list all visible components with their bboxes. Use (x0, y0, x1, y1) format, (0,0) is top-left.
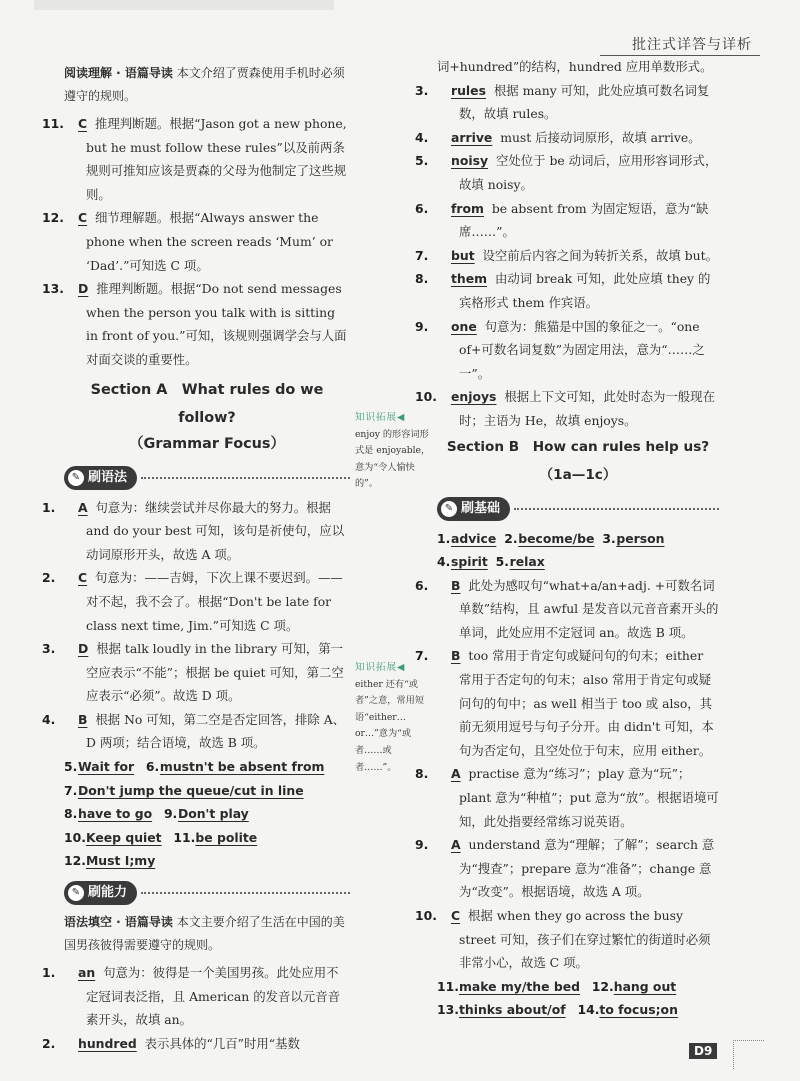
badge-basic (437, 495, 719, 523)
answer-item: 2. C 句意为：——吉姆，下次上课不要迟到。——对不起，我不会了。根据“Don't be late for class next time, Jim.”可知选 C 项。 (42, 570, 343, 633)
note-text: either 还有“或者”之意，常用短语“either… or…”意为“或者……或者……”。 (355, 678, 425, 773)
answer-row: 13.thinks about/of 14.to focus;on (437, 1002, 678, 1018)
page-number: D9 (689, 1043, 717, 1059)
answer-item: 4. arrive must 后接动词原形，故填 arrive。 (415, 129, 701, 145)
left-column (42, 62, 350, 1055)
fill-answers (64, 755, 350, 873)
answer-row: 8.have to go 9.Don't play (64, 806, 249, 822)
section-b-subtitle: （1a—1c） (539, 466, 617, 483)
answer-row: 10.Keep quiet 11.be polite (64, 829, 258, 845)
answer-item: 6. B 此处为感叹句“what+a/an+adj. +可数名词单数”结构，且 awful 是发音以元音音素开头的单词，此处应用不定冠词 an。故选 B 项。 (415, 577, 719, 640)
reading-intro-label: 阅读理解 · 语篇导读 (64, 66, 173, 80)
answer-item: 5. noisy 空处位于 be 动词后，应用形容词形式，故填 noisy。 (415, 153, 718, 192)
answer-item: 11. C 推理判断题。根据“Jason got a new phone, but he must follow these rules”以及前两条规则可推知应该是贾森的父母为他制定了这些规则。 (42, 116, 347, 202)
items-c (42, 961, 350, 1055)
continued-text: 词+hundred”的结构，hundred 应用单数形式。 (437, 59, 713, 74)
answer-item: 3. rules 根据 many 可知，此处应填可数名词复数，故填 rules。 (415, 82, 710, 122)
answer-row: 12.Must I;my (64, 853, 156, 869)
pencil-icon: ✎ (68, 470, 84, 486)
cloze-intro (64, 911, 350, 957)
items-b (415, 574, 719, 975)
fill-answers (437, 527, 719, 574)
reading-intro (64, 62, 350, 108)
answer-item: 7. B too 常用于肯定句或疑问句的句末；either 常用于否定句的句末；also 常用于肯定句或疑问句的句中；as well 相当于 too 或 also，其前无须用逗号与句子分开。由 didn't 可知，本句为否定句，且空处位于句末，应用 either。 (415, 648, 714, 758)
answer-row: 11.make my/the bed 12.hang out (437, 978, 677, 994)
right-column (415, 59, 719, 1022)
answer-row: 1.advice 2.become/be 3.person (437, 530, 665, 546)
note-tag: 知识拓展◀ (355, 412, 406, 423)
answer-item: 2. hundred 表示具体的“几百”时用“基数 (42, 1035, 300, 1051)
note-text: enjoy 的形容词形式是 enjoyable，意为“令人愉快的”。 (355, 428, 431, 490)
answer-item: 10. C 根据 when they go across the busy street 可知，孩子们在穿过繁忙的街道时必须非常小心，故选 C 项。 (415, 908, 711, 971)
reading-intro-text: 本文介绍了贾森使用手机时必须遵守的规则。 (64, 66, 345, 103)
badge-label: 刷语法 (88, 469, 128, 485)
answer-item: 4. B 根据 No 可知，第二空是否定回答，排除 A、D 两项；结合语境，故选 B 项。 (42, 711, 346, 751)
margin-note (355, 410, 433, 493)
answer-item: 1. an 句意为：彼得是一个美国男孩。此处应用不定冠词表泛指，且 American 的发音以元音音素开头，故填 an。 (42, 965, 340, 1028)
items-b (42, 496, 350, 756)
answer-item: 12. C 细节理解题。根据“Always answer the phone when the screen reads ‘Mum’ or ‘Dad’.”可知选 C 项。 (42, 210, 333, 273)
badge-ability (64, 879, 350, 907)
fill-answers-end (437, 975, 719, 1022)
items-a (42, 112, 350, 372)
items-a (415, 79, 719, 433)
pencil-icon: ✎ (441, 501, 457, 517)
answer-row: 4.spirit 5.relax (437, 554, 545, 570)
answer-item: 9. A understand 意为“理解；了解”；search 意为“搜查”；prepare 意为“准备”；change 意为“改变”。根据语境，故选 A 项。 (415, 837, 715, 900)
badge-label: 刷能力 (88, 885, 128, 901)
pencil-icon: ✎ (68, 885, 84, 901)
answer-item: 3. D 根据 talk loudly in the library 可知，第一空应表示“不能”；根据 be quiet 可知，第二空应表示“必须”。故选 D 项。 (42, 641, 344, 704)
answer-item: 13. D 推理判断题。根据“Do not send messages when the person you talk with is sitting in front of you.”可知，该规则强调学会与人面对面交谈的重要性。 (42, 281, 347, 367)
answer-item: 9. one 句意为：熊猫是中国的象征之一。“one of+可数名词复数”为固定用法，意为“……之一”。 (415, 318, 705, 381)
answer-row: 7.Don't jump the queue/cut in line (64, 782, 304, 798)
header-title: 批注式详答与详析 (632, 37, 752, 53)
cloze-intro-label: 语法填空 · 语篇导读 (64, 915, 173, 930)
answer-item: 1. A 句意为：继续尝试并尽你最大的努力。根据 and do your best 可知，该句是祈使句，应以动词原形开头，故选 A 项。 (42, 499, 345, 562)
badge-label: 刷基础 (461, 500, 501, 516)
answer-row: 5.Wait for 6.mustn't be absent from (64, 759, 325, 775)
note-tag: 知识拓展◀ (355, 662, 406, 673)
answer-item: 10. enjoys 根据上下文可知，此处时态为一般现在时；主语为 He，故填 enjoys。 (415, 389, 715, 428)
page-corner (733, 1040, 764, 1069)
margin-note (355, 660, 433, 776)
section-b-title: Section B How can rules help us? (446, 438, 710, 455)
section-a-title: Section A What rules do we follow? (90, 381, 324, 426)
answer-item: 7. but 设空前后内容之间为转折关系，故填 but。 (415, 247, 718, 263)
section-a-subtitle: （Grammar Focus） (129, 435, 285, 452)
answer-item: 8. A practise 意为“练习”；play 意为“玩”；plant 意为“种植”；put 意为“放”。根据语境可知，此处指要经常练习说英语。 (415, 766, 719, 829)
page-header (0, 0, 800, 56)
answer-item: 6. from be absent from 为固定短语，意为“缺席……”。 (415, 200, 709, 240)
answer-item: 8. them 由动词 break 可知，此处应填 they 的宾格形式 them 作宾语。 (415, 271, 711, 310)
cloze-intro-text: 本文主要介绍了生活在中国的美国男孩彼得需要遵守的规则。 (64, 915, 345, 953)
badge-grammar (64, 464, 350, 492)
